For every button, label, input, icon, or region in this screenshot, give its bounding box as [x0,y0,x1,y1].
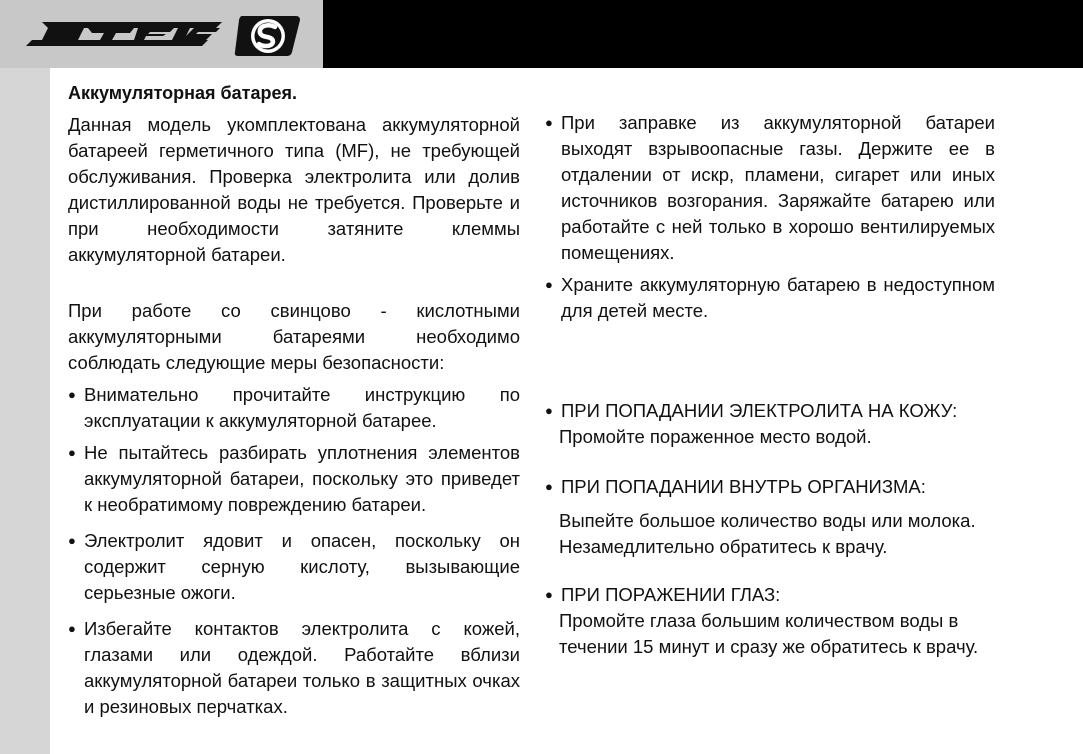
first-aid-heading: ● ПРИ ПОРАЖЕНИИ ГЛАЗ: [545,582,995,608]
first-aid-heading: ● ПРИ ПОПАДАНИИ ЭЛЕКТРОЛИТА НА КОЖУ: [545,398,995,424]
right-column [545,110,995,324]
stels-wordmark-logo [22,14,227,54]
bullet-item: ● При заправке из аккумуляторной батареи выходят взрывоопасные газы. Держите ее в отдалении от искр, пламени, сигарет или иных источников возгорания. Заряжайте батарею или работайте с ней только в хорошо вентилируемых помещениях. [545,110,995,266]
first-aid-text: Выпейте большое количество воды или молока. Незамедлительно обратитесь к врачу. [559,510,976,557]
intro-paragraph: Данная модель укомплектована аккумуляторной батареей герметичного типа (MF), не требующей обслуживания. Проверка электролита или долив дистиллированной воды не требуется. Проверьте и при необходимости затяните клеммы аккумуляторной батареи. [68,114,520,265]
bullet-item: ● Электролит ядовит и опасен, поскольку он содержит серную кислоту, вызывающие серьезные ожоги. [68,528,520,606]
side-strip [0,68,50,754]
header-bar [323,0,1083,68]
first-aid-eyes [545,582,995,660]
first-aid-heading: ● ПРИ ПОПАДАНИИ ВНУТРЬ ОРГАНИЗМА: [545,474,995,500]
first-aid-text: Промойте пораженное место водой. [559,426,872,447]
stels-s-badge-logo [234,14,302,58]
bullet-item: ● Избегайте контактов электролита с кожей, глазами или одеждой. Работайте вблизи аккумуляторной батареи только в защитных очках и резиновых перчатках. [68,616,520,720]
bullet-item: ● Не пытайтесь разбирать уплотнения элементов аккумуляторной батареи, поскольку это приведет к необратимому повреждению батареи. [68,440,520,518]
first-aid-text: Промойте глаза большим количеством воды в течении 15 минут и сразу же обратитесь к врачу. [559,610,979,657]
bullet-item: ● Храните аккумуляторную батарею в недоступном для детей месте. [545,272,995,324]
section-title: Аккумуляторная батарея. [68,83,297,103]
bullet-item: ● Внимательно прочитайте инструкцию по эксплуатации к аккумуляторной батарее. [68,382,520,434]
safety-intro-paragraph: При работе со свинцово - кислотными аккумуляторными батареями необходимо соблюдать следующие меры безопасности: [68,300,520,373]
header-logo-area [0,0,323,68]
first-aid-ingestion [545,474,995,560]
left-column [68,80,520,720]
first-aid-skin [545,398,995,450]
